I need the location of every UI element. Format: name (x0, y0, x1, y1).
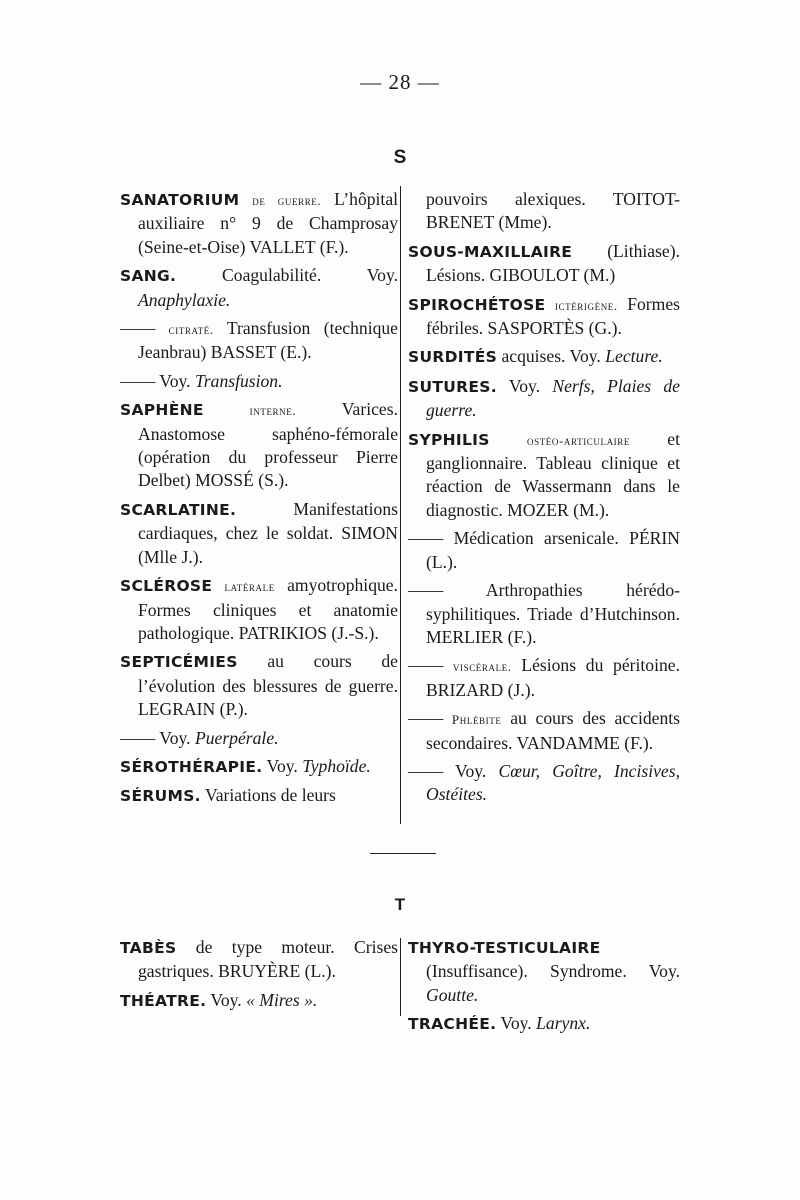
entry-text: Varices. Anastomose saphéno-fémorale (opération du professeur Pierre Delbet) MOSSÉ (S.). (138, 399, 398, 491)
entry-subheading: viscérale. (452, 659, 512, 675)
entry-subheading: ictérigène. (554, 297, 618, 313)
index-entry (120, 727, 398, 750)
index-entry (120, 498, 398, 569)
s-left-column (120, 188, 398, 814)
entry-text: Coagulabilité. Voy. (222, 265, 398, 286)
entry-headword: TABÈS (120, 939, 177, 957)
index-entry (120, 650, 398, 721)
entry-text: Voy. (508, 375, 541, 396)
entry-subheading: citraté. (168, 322, 214, 338)
entry-headword: SOUS-MAXILLAIRE (408, 242, 573, 261)
section-letter-s: S (393, 147, 407, 168)
entry-headword: THÉATRE. (120, 991, 207, 1010)
entry-text: amyotrophique. Formes cliniques et anatomie pathologique. PATRIKIOS (J.-S.). (138, 575, 398, 643)
section-letter-t: T (394, 895, 406, 914)
index-entry (408, 293, 680, 341)
entry-headword: SEPTICÉMIES (120, 653, 238, 672)
entry-reference: Typhoïde. (302, 755, 371, 776)
entry-text: L’hôpital auxiliaire n° 9 de Champrosay (Seine-et-Oise) VALLET (F.). (138, 189, 399, 257)
column-divider-s (400, 186, 401, 824)
index-entry (408, 375, 680, 423)
index-entry (408, 760, 680, 807)
entry-text: acquises. Voy. (501, 346, 601, 367)
entry-subheading: latérale (224, 579, 275, 595)
entry-headword: THYRO-TESTICULAIRE (408, 939, 601, 957)
entry-dash: —— (408, 708, 444, 729)
t-left-column (120, 936, 398, 1018)
entry-headword: SCARLATINE. (120, 500, 237, 519)
entry-reference: « Mires ». (246, 989, 318, 1010)
index-entry (120, 989, 398, 1013)
index-entry (120, 398, 398, 493)
entry-dash: —— (408, 580, 444, 601)
entry-headword: SAPHÈNE (120, 401, 204, 420)
index-entry (408, 188, 680, 235)
entry-reference: Transfusion. (194, 370, 283, 391)
entry-text: Voy. (266, 755, 298, 776)
entry-headword: SCLÉROSE (120, 577, 213, 596)
entry-subheading: ostéo-articulaire (527, 432, 630, 448)
entry-text: Voy. (159, 370, 191, 391)
entry-reference: Nerfs, Plaies de guerre. (426, 375, 680, 421)
index-entry (120, 936, 398, 984)
index-entry (120, 188, 398, 259)
entry-text: Manifestations cardiaques, chez le soldat. SIMON (Mlle J.). (138, 498, 398, 567)
index-entry (408, 707, 680, 755)
entry-headword: SÉROTHÉRAPIE. (120, 757, 263, 776)
entry-text: et ganglionnaire. Tableau clinique et réaction de Wassermann dans le diagnostic. MOZER (M.). (426, 428, 680, 520)
entry-dash: —— (408, 655, 444, 676)
entry-text: Voy. (455, 760, 487, 781)
entry-headword: SÉRUMS. (120, 787, 201, 806)
column-divider-t (400, 938, 401, 1016)
entry-text: pouvoirs alexiques. TOITOT-BRENET (Mme). (426, 189, 680, 233)
entry-headword: SURDITÉS (408, 348, 498, 367)
entry-reference: Larynx. (536, 1013, 591, 1034)
index-entry (408, 345, 680, 369)
page-number: — 28 — (360, 70, 440, 94)
entry-text: Variations de leurs (204, 785, 336, 806)
index-entry (120, 317, 398, 365)
entry-text: (Insuffisance). Syndrome. Voy. (426, 961, 680, 982)
index-entry (408, 654, 680, 702)
index-entry (120, 784, 398, 808)
index-entry (120, 574, 398, 645)
entry-text: Formes fébriles. SASPORTÈS (G.). (426, 293, 680, 339)
entry-subheading: interne. (249, 403, 297, 419)
entry-text: de type moteur. Crises gastriques. BRUYÈRE (L.). (138, 937, 398, 982)
entry-reference: Lecture. (605, 346, 663, 367)
entry-text: Voy. (159, 727, 191, 748)
entry-headword: SYPHILIS (408, 430, 490, 449)
index-entry (120, 755, 398, 779)
entry-reference: Cœur, Goître, Incisives, Ostéites. (426, 760, 680, 805)
entry-reference: Goutte. (426, 984, 479, 1005)
s-right-column (408, 188, 680, 812)
entry-dash: —— (408, 760, 444, 781)
index-entry (408, 936, 680, 1007)
entry-headword: TRACHÉE. (408, 1015, 497, 1034)
entry-headword: SPIROCHÉTOSE (408, 295, 546, 314)
entry-text: au cours des accidents secondaires. VANDAMME (F.). (426, 708, 680, 753)
entry-subheading: Phlébite (451, 712, 502, 728)
entry-dash: —— (120, 318, 156, 339)
entry-reference: Puerpérale. (194, 727, 279, 748)
entry-text: Voy. (210, 989, 242, 1010)
entry-subheading: de guerre. (252, 193, 322, 208)
index-entry (408, 1012, 680, 1036)
entry-text: Médication arsenicale. PÉRIN (L.). (426, 528, 680, 572)
entry-text: (Lithiase). Lésions. GIBOULOT (M.) (426, 240, 680, 286)
entry-text: Transfusion (technique Jeanbrau) BASSET (E.). (138, 318, 398, 363)
entry-reference: Anaphylaxie. (138, 289, 231, 310)
index-entry (408, 527, 680, 574)
entry-headword: SANG. (120, 267, 177, 286)
entry-dash: —— (408, 528, 444, 549)
index-entry (408, 240, 680, 288)
entry-text: Arthropathies hérédo-syphilitiques. Triade d’Hutchinson. MERLIER (F.). (426, 580, 680, 647)
index-entry (408, 579, 680, 649)
entry-text: au cours de l’évolution des blessures de guerre. LEGRAIN (P.). (138, 651, 398, 720)
entry-text: Lésions du péritoine. BRIZARD (J.). (426, 655, 680, 700)
section-rule (370, 853, 436, 854)
entry-headword: SANATORIUM (120, 191, 240, 209)
t-right-column (408, 936, 680, 1042)
index-entry (120, 264, 398, 312)
index-entry (408, 428, 680, 523)
entry-headword: SUTURES. (408, 377, 497, 396)
entry-dash: —— (120, 727, 156, 748)
entry-dash: —— (120, 370, 156, 391)
index-entry (120, 370, 398, 393)
entry-text: Voy. (500, 1013, 532, 1034)
